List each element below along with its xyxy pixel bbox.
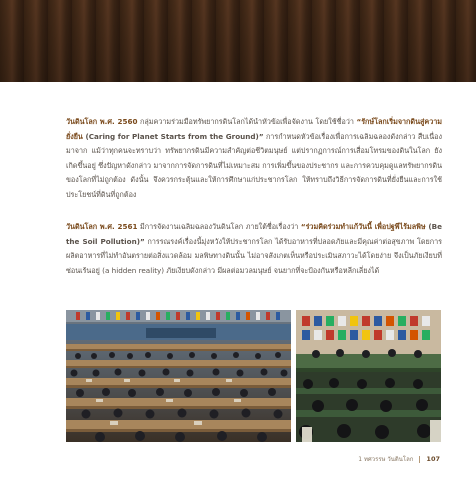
page-footer — [358, 454, 440, 464]
theme-2560-english: (Caring for Planet Starts from the Ground)” — [82, 131, 264, 141]
theme-2561-thai: “ร่วมคิดร่วมทำแก้วันนี้ เพื่อปฐพีไร้มลพิษ — [300, 222, 426, 232]
header-banner — [0, 0, 476, 82]
conference-hall-photo — [66, 310, 291, 442]
paragraph-2561-intro: มีการจัดงานเฉลิมฉลองวันดินโลก ภายใต้ชื่อเรื่องว่า — [137, 222, 301, 232]
page-number: 107 — [426, 455, 440, 463]
paragraph-2561-body: การรณรงค์เรื่องนี้มุ่งหวังให้ประชากรโลก ได้รับอาหารที่ปลอดภัยและมีคุณค่าต่อสุขภาพ โดยการผลิตอาหารที่ไม่ทำอันตรายต่อสิ่งแวดล้อม มลพิษทางดินนั้น ไม่อาจสังเกตเห็นหรือประเมินสภาวะได้โดยง่าย จึงเป็นภัยเงียบที่ซ่อนเร้นอยู่ (a hidden reality) ภัยเงียบดังกล่าว มีผลต่อมวลมนุษย์ จนยากที่จะป้องกันหรือหลีกเลี่ยงได้ — [66, 236, 442, 275]
paragraph-2560-body: การกำหนดหัวข้อเรื่องเพื่อการเฉลิมฉลองดังกล่าว สืบเนื่องมาจาก แม้ว่าทุกคนจะทราบว่า ทรัพยากรดินมีความสำคัญต่อชีวิตมนุษย์ แต่ปรากฏการณ์การเสื่อมโทรมของดินในโลก ยังเกิดขึ้นอยู่ ซึ่งปัญหาดังกล่าว มาจากการจัดการดินที่ไม่เหมาะสม การเพิ่มขึ้นของประชากร และการควบคุมดูแลทรัพยากรดินของโลกที่ไม่ถูกต้อง ดังนั้น จึงควรกระตุ้นและให้การศึกษาแก่ประชากรโลก ให้ทราบถึงวิธีการจัดการดินที่ยั่งยืนและการใช้ประโยชน์ที่ดินที่ถูกต้อง — [66, 131, 442, 199]
paragraph-2560 — [66, 115, 442, 202]
year-heading-2560: วันดินโลก พ.ศ. 2560 — [66, 117, 138, 127]
section-title: 1 ทศวรรษ วันดินโลก — [358, 456, 414, 463]
theme-2560-thai: “รักษ์โลกเริ่มจากดินสู่ความยั่งยืน — [66, 117, 442, 141]
meeting-room-photo — [296, 310, 441, 442]
year-heading-2561: วันดินโลก พ.ศ. 2561 — [66, 222, 138, 232]
paragraph-2560-intro: กลุ่มความร่วมมือทรัพยากรดินโลกได้นำหัวข้อเพื่อจัดงาน โดยใช้ชื่อว่า — [137, 117, 357, 127]
theme-2561-english: (Be the Soil Pollution)” — [66, 222, 443, 246]
paragraph-2561 — [66, 220, 442, 278]
footer-divider — [419, 456, 420, 463]
